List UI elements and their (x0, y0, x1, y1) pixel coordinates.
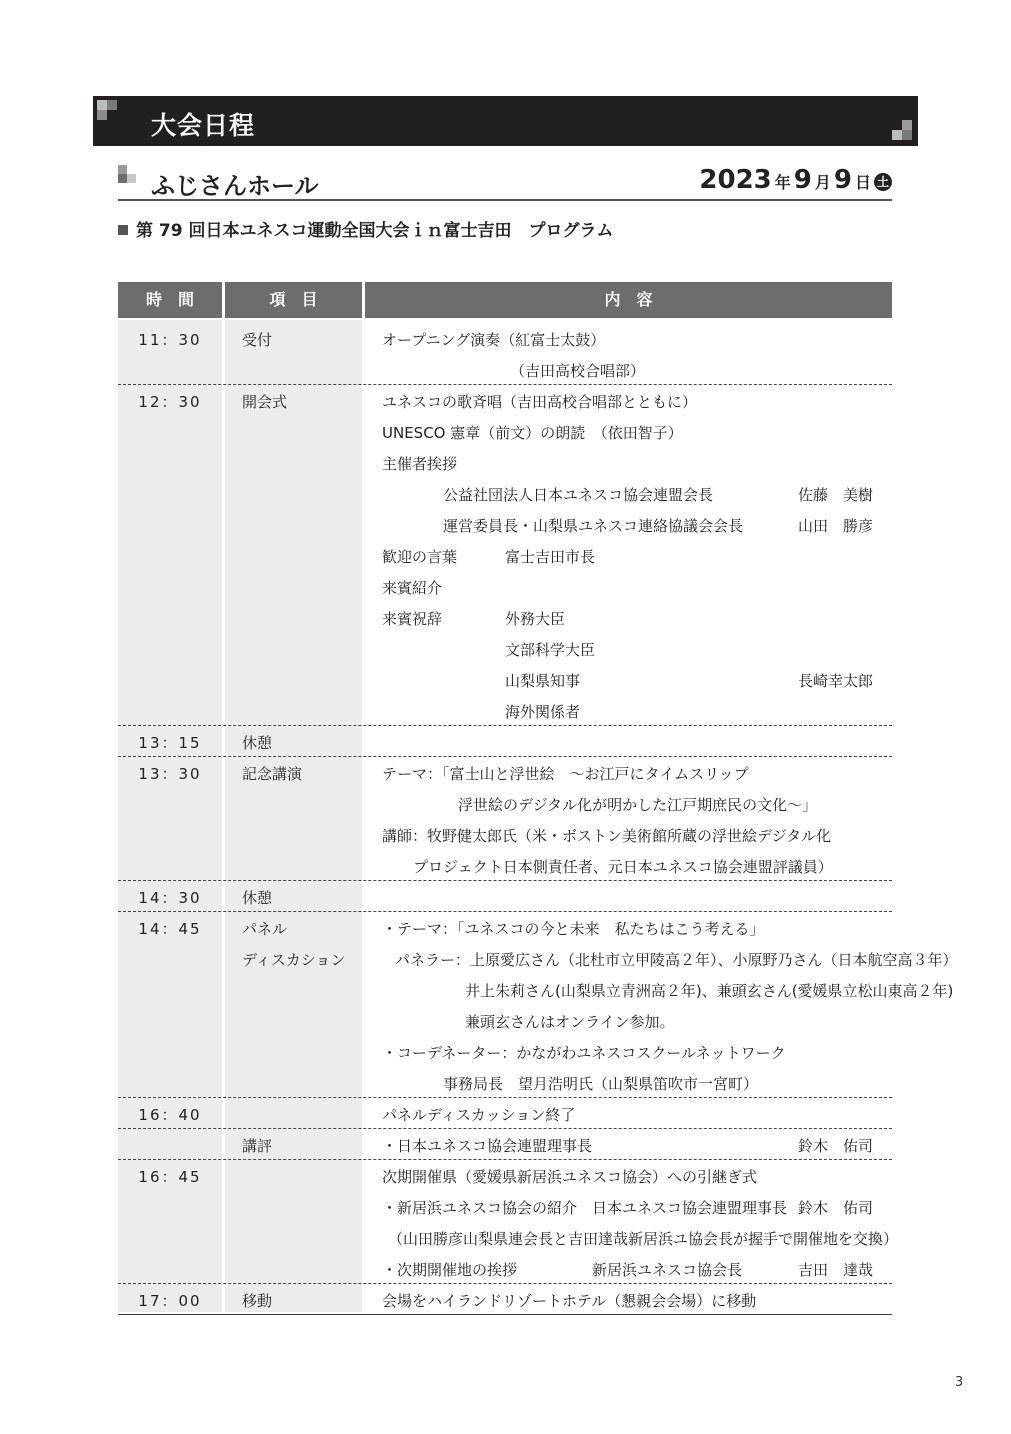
row-content-name: 新居浜ユネスコ協会長 (592, 1261, 743, 1279)
row-content-line: 歓迎の言葉 (382, 548, 458, 566)
header-item: 項 目 (225, 282, 362, 318)
date-year-unit: 年 (774, 173, 791, 192)
row-content-person: 鈴木 佑司 (798, 1199, 874, 1217)
venue-row (118, 163, 892, 201)
row-content-person: 佐藤 美樹 (798, 486, 874, 504)
row-time: 14：30 (138, 889, 202, 907)
row-content-line: ・コーデネーター：かながわユネスコスクールネットワーク (382, 1044, 786, 1062)
row-separator (118, 756, 892, 757)
row-content-line: 兼頭玄さんはオンライン参加。 (465, 1013, 675, 1031)
table-bottom-border (118, 1314, 892, 1315)
row-content-line: パネルディスカッション終了 (382, 1106, 576, 1124)
row-content-line: 次期開催県（愛媛県新居浜ユネスコ協会）への引継ぎ式 (382, 1168, 758, 1186)
row-content-person: 長崎幸太郎 (798, 672, 874, 690)
row-time: 12：30 (138, 393, 202, 411)
row-content-line: 海外関係者 (505, 703, 581, 721)
row-item: パネル (242, 920, 288, 938)
row-content-line: 運営委員長・山梨県ユネスコ連絡協議会会長 (443, 517, 744, 535)
row-separator (118, 725, 892, 726)
row-content-line: 講師：牧野健太郎氏（米・ボストン美術館所蔵の浮世絵デジタル化 (382, 827, 832, 845)
row-content-name: 富士吉田市長 (505, 548, 596, 566)
weekday-circle-icon: 土 (874, 173, 892, 191)
header-content: 内 容 (365, 282, 892, 318)
row-content-line: プロジェクト日本側責任者、元日本ユネスコ協会連盟評議員） (413, 858, 833, 876)
row-content-line: 山梨県知事 (505, 672, 581, 690)
row-separator (118, 1159, 892, 1160)
row-separator (118, 880, 892, 881)
row-content-line: ・新居浜ユネスコ協会の紹介 日本ユネスコ協会連盟理事長 (382, 1199, 788, 1217)
row-time: 13：30 (138, 765, 202, 783)
row-content-line: ユネスコの歌斉唱（吉田高校合唱部とともに） (382, 393, 698, 411)
row-content-line: 来賓紹介 (382, 579, 443, 597)
row-content-line: 会場をハイランドリゾートホテル（懇親会会場）に移動 (382, 1292, 757, 1310)
event-date (699, 165, 892, 195)
row-time: 14：45 (138, 920, 202, 938)
row-separator (118, 384, 892, 385)
row-content-line: （山田勝彦山梨県連会長と吉田達哉新居浜ユ協会長が握手で開催地を交換） (388, 1230, 899, 1248)
row-content-line: 井上朱莉さん(山梨県立青洲高２年)、兼頭玄さん(愛媛県立松山東高２年) (465, 982, 954, 1000)
row-item: 講評 (242, 1137, 273, 1155)
row-content-line: 文部科学大臣 (505, 641, 596, 659)
row-content-line: ・テーマ：「ユネスコの今と未来 私たちはこう考える」 (382, 920, 765, 938)
row-item: 記念講演 (242, 765, 303, 783)
row-content-person: 吉田 達哉 (798, 1261, 874, 1279)
row-content-line: 事務局長 望月浩明氏（山梨県笛吹市一宮町） (443, 1075, 759, 1093)
row-content-line: ・次期開催地の挨拶 (382, 1261, 518, 1279)
header-time: 時 間 (118, 282, 222, 318)
row-item: 移動 (242, 1292, 273, 1310)
section-title-bar (93, 96, 918, 146)
row-time: 16：40 (138, 1106, 202, 1124)
row-time: 11：30 (138, 331, 202, 349)
row-separator (118, 1283, 892, 1284)
row-time: 17：00 (138, 1292, 202, 1310)
row-content-line: 主催者挨拶 (382, 455, 458, 473)
row-item: 休憩 (242, 734, 273, 752)
row-separator (118, 911, 892, 912)
row-content-person: 鈴木 佑司 (798, 1137, 874, 1155)
program-title (118, 216, 613, 241)
row-separator (118, 1097, 892, 1098)
row-content-line: 来賓祝辞 (382, 610, 443, 628)
row-separator (118, 1128, 892, 1129)
program-title-text: 第 79 回日本ユネスコ運動全国大会ｉｎ富士吉田 プログラム (136, 221, 614, 241)
row-content-line: パネラー：上原愛広さん（北杜市立甲陵高２年）、小原野乃さん（日本航空高３年） (395, 951, 958, 969)
row-time: 16：45 (138, 1168, 202, 1186)
date-month-unit: 月 (814, 173, 831, 192)
row-content-name: 外務大臣 (505, 610, 566, 628)
date-day: 9 (833, 165, 852, 195)
venue-name: ふじさんホール (151, 172, 319, 200)
row-time: 13：15 (138, 734, 202, 752)
date-year: 2023 (699, 165, 772, 195)
square-bullet-icon (118, 225, 128, 235)
row-item: 休憩 (242, 889, 273, 907)
row-item: 受付 (242, 331, 273, 349)
row-item: 開会式 (242, 393, 288, 411)
date-month: 9 (793, 165, 812, 195)
date-day-unit: 日 (854, 173, 871, 192)
item-column-shade (225, 320, 362, 1312)
page-title: 大会日程 (151, 111, 256, 140)
row-content-line: オープニング演奏（紅富士太鼓） (382, 331, 606, 349)
page-number: 3 (955, 1375, 964, 1390)
row-content-line: 公益社団法人日本ユネスコ協会連盟会長 (443, 486, 714, 504)
row-item-line2: ディスカション (242, 951, 346, 969)
time-column-shade (118, 320, 222, 1312)
row-content-line: ・日本ユネスコ協会連盟理事長 (382, 1137, 593, 1155)
row-content-line: UNESCO 憲章（前文）の朗読 （依田智子） (382, 424, 683, 442)
row-content-person: 山田 勝彦 (798, 517, 874, 535)
row-content-line: （吉田高校合唱部） (510, 362, 646, 380)
row-content-line: テーマ：「富士山と浮世絵 ～お江戸にタイムスリップ (382, 765, 749, 783)
row-content-line: 浮世絵のデジタル化が明かした江戸期庶民の文化～」 (458, 796, 818, 814)
